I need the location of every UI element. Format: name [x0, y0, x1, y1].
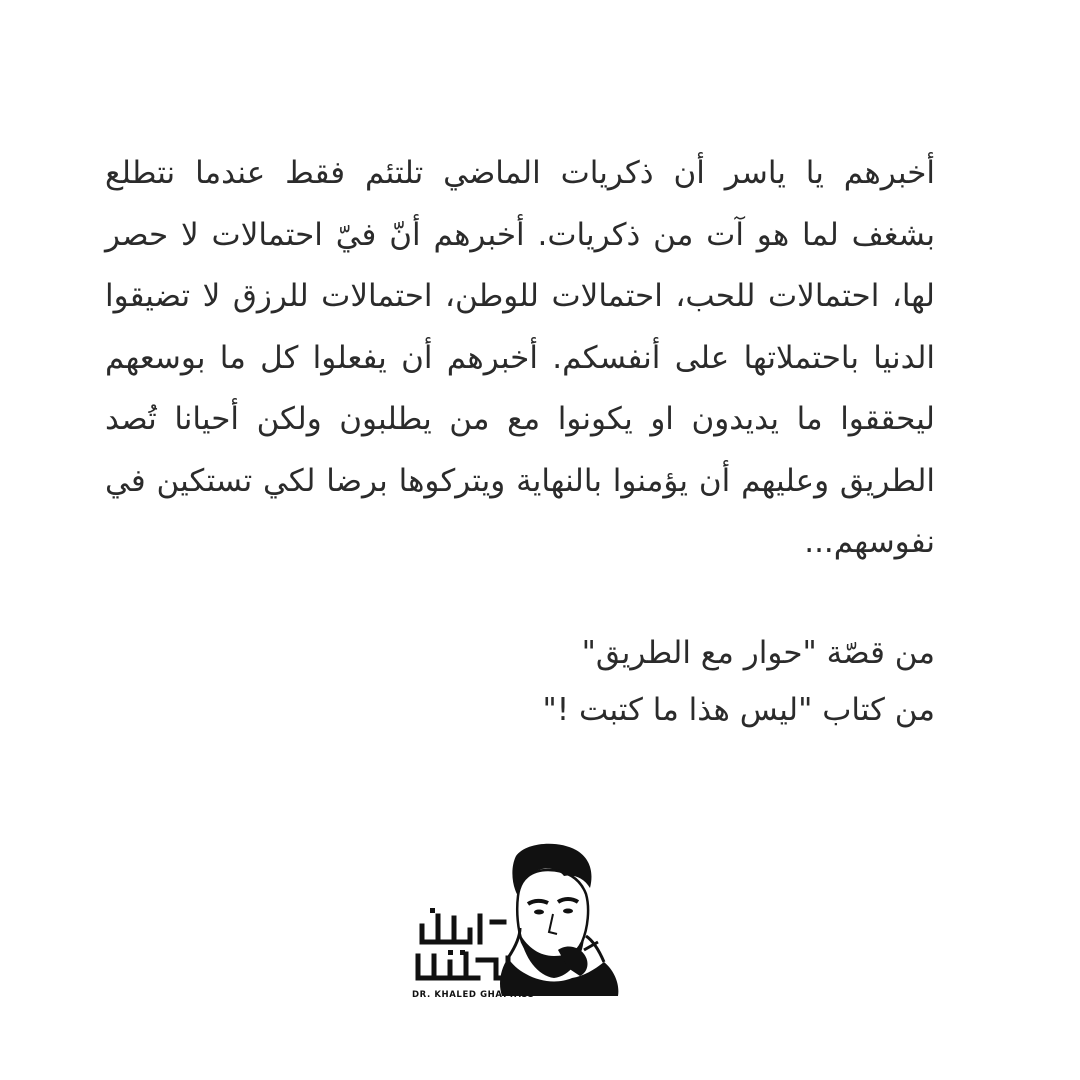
arabic-name-calligraphy — [418, 916, 508, 978]
book-source-line: من كتاب "ليس هذا ما كتبت !" — [542, 692, 935, 728]
author-portrait-icon — [408, 838, 628, 1000]
source-block — [105, 625, 935, 739]
logo-caption: DR. KHALED GHATTASS — [412, 990, 535, 1000]
quote-text: أخبرهم يا ياسر أن ذكريات الماضي تلتئم فقط عندما نتطلع بشغف لما هو آت من ذكريات. أخبرهم أنّ فيّ احتمالات لا حصر لها، احتمالات للحب، احتمالات للوطن، احتمالات للرزق لا تضيقوا الدنيا باحتملاتها على أنفسكم. أخبرهم أن يفعلوا كل ما بوسعهم ليحققوا ما يديدون او يكونوا مع من يطلبون ولكن أحيانا تُصد الطريق وعليهم أن يؤمنوا بالنهاية ويتركوها برضا لكي تستكين في نفوسهم... — [105, 155, 935, 560]
story-source-line: من قصّة "حوار مع الطريق" — [581, 635, 935, 671]
author-logo — [408, 838, 628, 1000]
